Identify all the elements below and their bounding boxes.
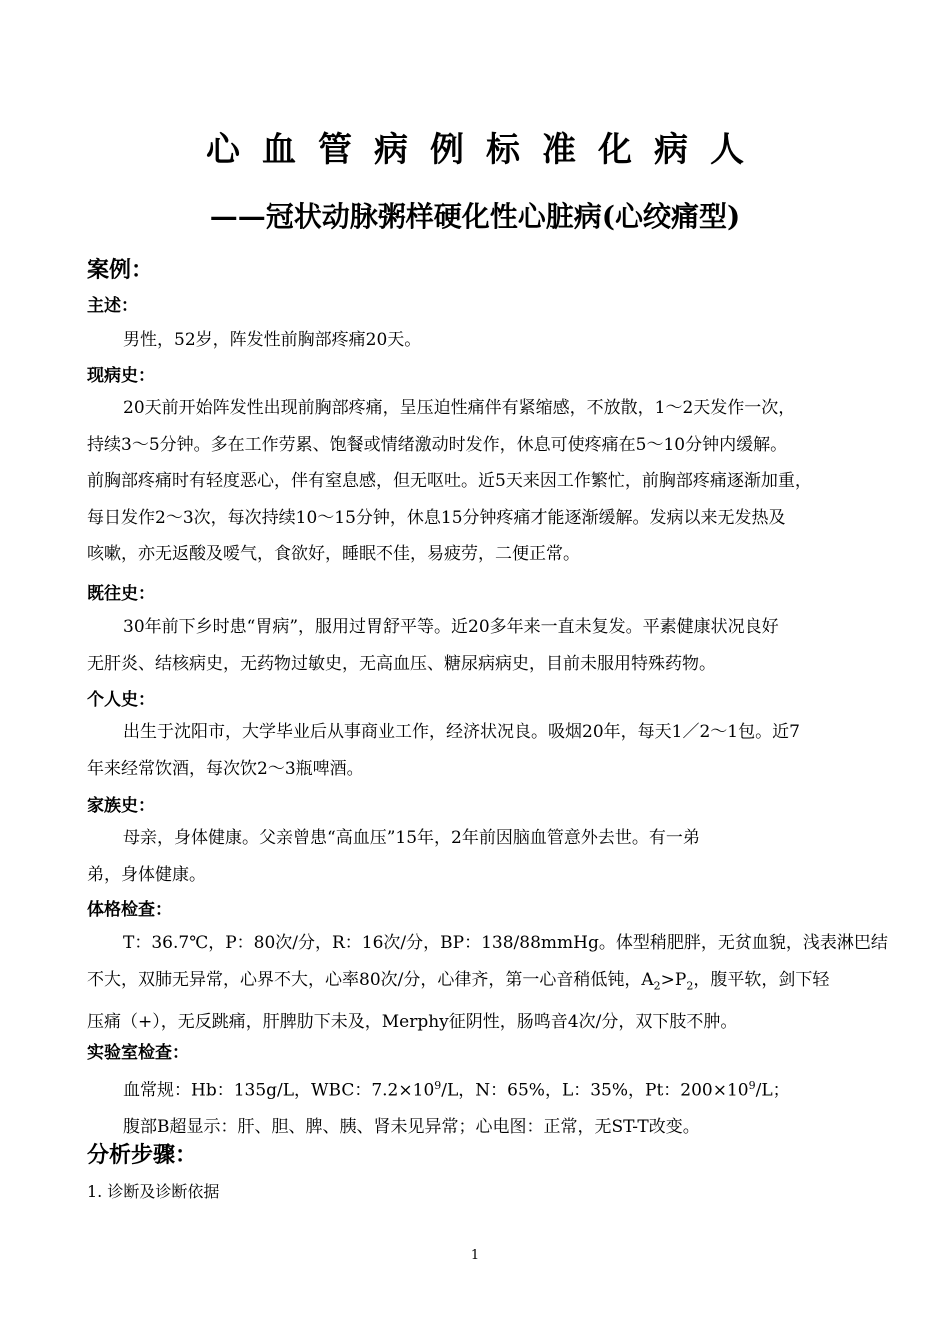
past-history-line: 30年前下乡时患“胃病”，服用过胃舒平等。近20多年来一直未复发。平素健康状况良好 [123, 617, 779, 637]
physical-exam-text-part: ，腹平软，剑下轻 [693, 969, 830, 990]
physical-exam-line: 压痛（+），无反跳痛，肝脾肋下未及，Merphy征阴性，肠鸣音4次/分，双下肢不肿。 [87, 1012, 738, 1033]
lab-exam-text-part: 血常规：Hb：135g/L，WBC：7.2×10 [123, 1080, 435, 1101]
personal-history-text [87, 714, 887, 787]
document-title: 心血管病例标准化病人 [206, 130, 766, 170]
lab-exam-heading: 实验室检查： [87, 1043, 189, 1063]
present-illness-line: 前胸部疼痛时有轻度恶心，伴有窒息感，但无呕吐。近5天来因工作繁忙，前胸部疼痛逐渐加重， [87, 471, 812, 491]
family-history-line: 弟，身体健康。 [87, 864, 206, 885]
case-heading: 案例： [87, 258, 154, 283]
chief-complaint-heading: 主述： [87, 296, 138, 316]
chief-complaint-line: 男性，52岁，阵发性前胸部疼痛20天。 [123, 330, 422, 350]
family-history-heading: 家族史： [87, 796, 155, 816]
physical-exam-heading: 体格检查： [87, 900, 172, 920]
lab-exam-line: 腹部B超显示：肝、胆、脾、胰、肾未见异常；心电图：正常，无ST-T改变。 [123, 1117, 700, 1138]
lab-exam-text-part: /L； [755, 1080, 790, 1101]
physical-exam-text [87, 925, 887, 1041]
family-history-text [87, 820, 887, 893]
physical-exam-text-part: >P [660, 969, 687, 990]
chief-complaint-text [87, 322, 887, 359]
lab-exam-line [87, 1068, 887, 1109]
past-history-text [87, 609, 887, 682]
personal-history-heading: 个人史： [87, 690, 155, 710]
superscript: 9 [434, 1079, 442, 1092]
page-number: 1 [470, 1248, 480, 1263]
analysis-step-1: 1. 诊断及诊断依据 [87, 1182, 220, 1201]
present-illness-line: 持续3～5分钟。多在工作劳累、饱餐或情绪激动时发作，休息可使疼痛在5～10分钟内缓解。 [87, 434, 788, 455]
lab-exam-text-part: /L，N：65%，L：35%，Pt：200×10 [441, 1080, 749, 1101]
superscript: 9 [748, 1079, 756, 1092]
family-history-line: 母亲，身体健康。父亲曾患“高血压”15年，2年前因脑血管意外去世。有一弟 [123, 828, 700, 848]
physical-exam-line: T：36.7℃，P：80次/分，R：16次/分，BP：138/88mmHg。体型稍肥胖，无贫血貌，浅表淋巴结 [123, 933, 888, 953]
past-history-line: 无肝炎、结核病史，无药物过敏史，无高血压、糖尿病病史，目前未服用特殊药物。 [87, 653, 716, 674]
physical-exam-text-part: 不大，双肺无异常，心界不大，心率80次/分，心律齐，第一心音稍低钝，A [87, 969, 654, 990]
analysis-heading: 分析步骤： [87, 1143, 198, 1168]
personal-history-line: 出生于沈阳市，大学毕业后从事商业工作，经济状况良。吸烟20年，每天1／2～1包。近7 [123, 722, 800, 742]
present-illness-line: 20天前开始阵发性出现前胸部疼痛，呈压迫性痛伴有紧缩感，不放散，1～2天发作一次， [123, 398, 796, 418]
personal-history-line: 年来经常饮酒，每次饮2～3瓶啤酒。 [87, 758, 364, 779]
present-illness-heading: 现病史： [87, 366, 155, 386]
subscript: 2 [686, 978, 694, 992]
document-subtitle: ——冠状动脉粥样硬化性心脏病(心绞痛型) [209, 200, 741, 233]
subscript: 2 [653, 978, 661, 992]
present-illness-line: 每日发作2～3次，每次持续10～15分钟，休息15分钟疼痛才能逐渐缓解。发病以来无发热及 [87, 507, 786, 528]
present-illness-text [87, 390, 887, 573]
physical-exam-line [87, 962, 887, 1005]
lab-exam-text [87, 1068, 887, 1146]
present-illness-line: 咳嗽，亦无返酸及嗳气，食欲好，睡眠不佳，易疲劳，二便正常。 [87, 544, 580, 564]
past-history-heading: 既往史： [87, 584, 155, 604]
